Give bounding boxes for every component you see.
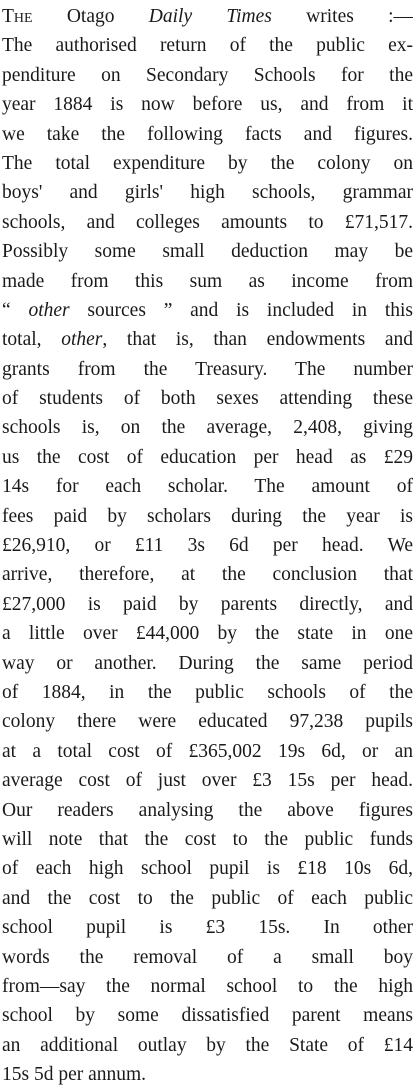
text-segment: 14s for each scholar. The amount of — [2, 476, 413, 498]
text-segment: boys' and girls' high schools, grammar — [2, 182, 413, 204]
article-line — [2, 913, 413, 942]
text-segment: “ — [2, 299, 29, 321]
text-segment: £26,910, or £11 3s 6d per head. We — [2, 535, 413, 557]
article-line — [2, 1031, 413, 1060]
text-segment: Otago — [32, 6, 149, 27]
text-segment: us the cost of education per head as £29 — [2, 446, 413, 468]
text-segment: £27,000 is paid by parents directly, and — [2, 593, 413, 615]
text-segment: we take the following facts and figures. — [2, 123, 413, 145]
text-segment: of 1884, in the public schools of the — [2, 681, 413, 703]
text-segment: way or another. During the same period — [2, 652, 413, 674]
article-line — [2, 825, 413, 854]
text-segment: total, — [2, 329, 62, 351]
text-segment: a little over £44,000 by the state in one — [2, 623, 413, 645]
article-line — [2, 2, 413, 31]
article-line — [2, 943, 413, 972]
text-segment: year 1884 is now before us, and from it — [2, 94, 413, 116]
text-segment: arrive, therefore, at the conclusion that — [2, 564, 413, 586]
italic-text: other — [28, 299, 70, 321]
article-line — [2, 384, 413, 413]
text-segment: 15s 5d per annum. — [2, 1064, 147, 1086]
article-line — [2, 766, 413, 795]
text-segment: and the cost to the public of each public — [2, 887, 413, 909]
text-segment: words the removal of a small boy — [2, 946, 413, 968]
article-line — [2, 502, 413, 531]
article-line — [2, 649, 413, 678]
text-segment: of students of both sexes attending these — [2, 388, 413, 410]
text-segment: grants from the Treasury. The number — [2, 358, 413, 380]
article-line — [2, 972, 413, 1001]
article-line — [2, 120, 413, 149]
text-segment: Our readers analysing the above figures — [2, 799, 413, 821]
article-line — [2, 208, 413, 237]
article-line — [2, 531, 413, 560]
article-line — [2, 707, 413, 736]
article-line — [2, 737, 413, 766]
article-line — [2, 296, 413, 325]
article-line — [2, 472, 413, 501]
article-line — [2, 90, 413, 119]
article-line — [2, 443, 413, 472]
text-segment: average cost of just over £3 15s per head. — [2, 770, 413, 792]
text-segment: schools, and colleges amounts to £71,517. — [2, 211, 413, 233]
text-segment: The authorised return of the public ex- — [2, 35, 413, 57]
article-line — [2, 796, 413, 825]
text-segment: colony there were educated 97,238 pupils — [2, 711, 413, 733]
article-line — [2, 149, 413, 178]
text-segment: writes :— — [271, 6, 413, 27]
text-segment: fees paid by scholars during the year is — [2, 505, 413, 527]
article-line — [2, 1060, 413, 1089]
article-line — [2, 884, 413, 913]
text-segment: at a total cost of £365,002 19s 6d, or an — [2, 740, 413, 762]
article-line — [2, 237, 413, 266]
italic-text: other — [61, 329, 103, 351]
text-segment: will note that the cost to the public funds — [2, 828, 413, 850]
article-line — [2, 413, 413, 442]
article-line — [2, 560, 413, 589]
text-segment: Possibly some small deduction may be — [2, 241, 413, 263]
article-line — [2, 678, 413, 707]
text-segment: , that is, than endowments and — [102, 329, 413, 351]
text-segment: The total expenditure by the colony on — [2, 152, 413, 174]
text-segment: of each high school pupil is £18 10s 6d, — [2, 858, 413, 880]
text-segment: an additional outlay by the State of £14 — [2, 1034, 413, 1056]
text-segment: school pupil is £3 15s. In other — [2, 917, 413, 939]
text-segment: school by some dissatisfied parent means — [2, 1005, 413, 1027]
text-segment: made from this sum as income from — [2, 270, 413, 292]
article-line — [2, 61, 413, 90]
article-line — [2, 325, 413, 354]
text-segment: from—say the normal school to the high — [2, 975, 413, 997]
article-line — [2, 267, 413, 296]
article-line — [2, 619, 413, 648]
article-line — [2, 178, 413, 207]
article-line — [2, 854, 413, 883]
text-segment: sources ” and is included in this — [69, 299, 413, 321]
article-line — [2, 355, 413, 384]
italic-text: Daily Times — [148, 6, 272, 27]
text-segment: schools is, on the average, 2,408, giving — [2, 417, 413, 439]
newspaper-column — [2, 0, 413, 1089]
article-line — [2, 590, 413, 619]
article-line — [2, 1001, 413, 1030]
small-caps-text: The — [2, 6, 33, 27]
text-segment: penditure on Secondary Schools for the — [2, 64, 413, 86]
article-line — [2, 31, 413, 60]
